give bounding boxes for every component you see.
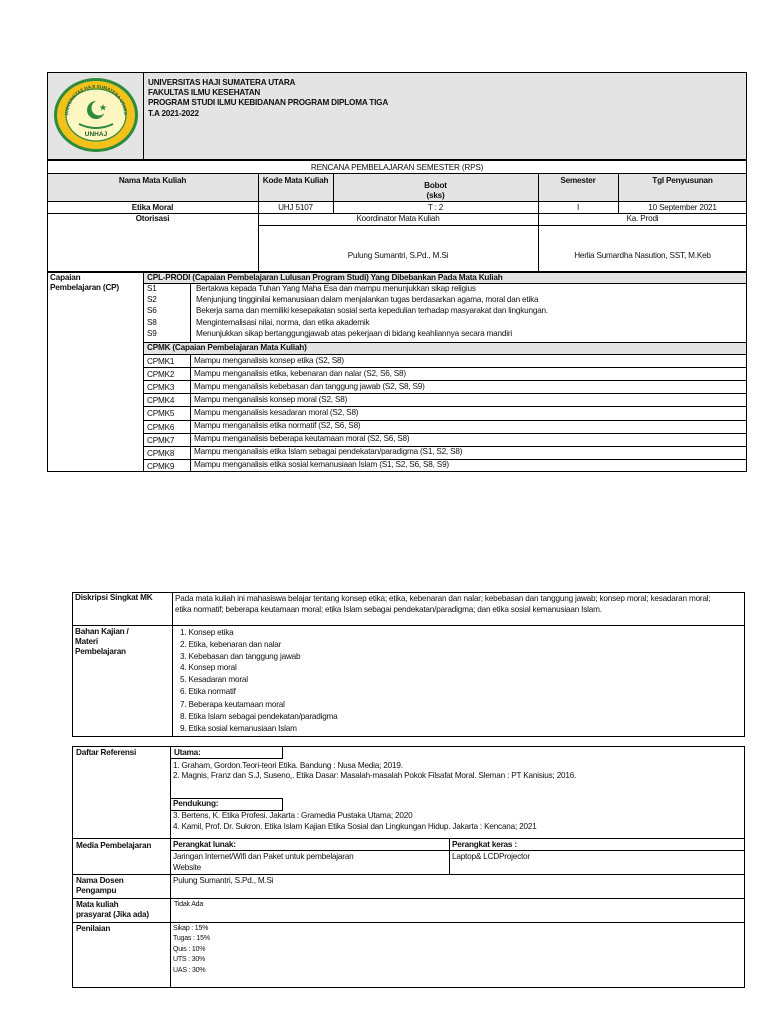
utama-ref: 2. Magnis, Franz dan S.J, Suseno,. Etika Dasar: Masalah-masalah Pokok Filsafat Moral. Sleman : PT Kanisius; 2016. (173, 771, 577, 780)
penilaian-item: UTS : 30% (173, 956, 206, 963)
col-kode-mk: Kode Mata Kuliah (262, 176, 329, 185)
cpl-code: S8 (147, 318, 157, 327)
cpmk-code: CPMK8 (147, 449, 175, 458)
keras-label: Perangkat keras : (452, 840, 517, 849)
cpmk-header: CPMK (Capaian Pembelajaran Mata Kuliah) (147, 343, 307, 352)
cpl-code: S1 (147, 284, 157, 293)
bahan-label-3: Pembelajaran (75, 647, 126, 656)
cpmk-text: Mampu menganalisis etika sosial kemanusiaan Islam (S1, S2, S6, S8, S9) (194, 460, 449, 469)
cpmk-text: Mampu menganalisis etika Islam sebagai pendekatan/paradigma (S1, S2, S8) (194, 447, 463, 456)
cpl-header: CPL-PRODI (Capaian Pembelajaran Lulusan Program Studi) Yang Dibebankan Pada Mata Kuliah (147, 273, 503, 282)
cpmk-text: Mampu menganalisis beberapa keutamaan moral (S2, S6, S8) (194, 434, 410, 443)
cpmk-code: CPMK5 (147, 409, 175, 418)
bahan-item: 5. Kesadaran moral (180, 675, 248, 684)
cpl-text: Menunjukkan sikap bertanggungjawab atas pekerjaan di bidang keahliannya secara mandiri (196, 329, 512, 338)
cpmk-text: Mampu menganalisis konsep etika (S2, S8) (194, 356, 344, 365)
media-label: Media Pembelajaran (76, 841, 152, 850)
cpl-code: S9 (147, 329, 157, 338)
dosen-label-2: Pengampu (76, 886, 117, 895)
lunak-label: Perangkat lunak: (173, 840, 236, 849)
cpmk-text: Mampu menganalisis konsep moral (S2, S8) (194, 395, 348, 404)
cpl-text: Menjunjung tingginilai kemanusiaan dalam menjalankan tugas berdasarkan agama, moral dan etika (196, 295, 539, 304)
cpmk-code: CPMK2 (147, 370, 175, 379)
utama-label: Utama: (174, 748, 201, 757)
cpmk-code: CPMK1 (147, 357, 175, 366)
university-name: UNIVERSITAS HAJI SUMATERA UTARA (148, 78, 296, 87)
pendukung-label: Pendukung: (173, 799, 219, 808)
col-bobot-sub: (sks) (426, 191, 445, 200)
desc-line-2: etika normatif; beberapa keutamaan moral; etika Islam sebagai pendekatan/paradigma; dan etika sosial kemanusiaan Islam. (175, 605, 602, 614)
col-nama-mk: Nama Mata Kuliah (118, 176, 187, 185)
kaprodi-label: Ka. Prodi (626, 214, 659, 223)
bobot-value: T : 2 (427, 203, 444, 212)
penilaian-item: Quis : 10% (173, 946, 206, 953)
cpmk-text: Mampu menganalisis kebebasan dan tanggung jawab (S2, S8, S9) (194, 382, 425, 391)
academic-year: T.A 2021-2022 (148, 109, 199, 118)
faculty-name: FAKULTAS ILMU KESEHATAN (148, 88, 261, 97)
cpmk-code: CPMK7 (147, 436, 175, 445)
cpl-text: Menginternalisasi nilai, norma, dan etika akademik (196, 318, 370, 327)
cpmk-code: CPMK3 (147, 383, 175, 392)
keras-item: Laptop& LCDProjector (452, 852, 530, 861)
dosen-label-1: Nama Dosen (76, 876, 124, 885)
cpl-code: S2 (147, 295, 157, 304)
cpmk-text: Mampu menganalisis etika, kebenaran dan nalar (S2, S6, S8) (194, 369, 406, 378)
kaprodi-name: Herlia Sumardha Nasution, SST, M.Keb (574, 251, 711, 260)
bahan-item: 4. Konsep moral (180, 663, 237, 672)
cpmk-text: Mampu menganalisis etika normatif (S2, S6, S8) (194, 421, 361, 430)
penilaian-item: Tugas : 15% (173, 935, 210, 942)
pendukung-ref: 4. Kamil, Prof. Dr. Sukron. Etika Islam Kajian Etika Sosial dan Lingkungan Hidup. Jakarta : Kencana; 2021 (173, 822, 537, 831)
koordinator-name: Pulung Sumantri, S.Pd., M.Si (347, 251, 449, 260)
mk-value: Etika Moral (131, 203, 174, 212)
desc-line-1: Pada mata kuliah ini mahasiswa belajar tentang konsep etika; etika, kebenaran dan nalar; kebebasan dan tanggung jawab; konsep moral; kesadaran moral; (175, 594, 711, 603)
cp-label-1: Capaian (50, 273, 81, 282)
bahan-label-2: Materi (75, 637, 98, 646)
cpmk-code: CPMK9 (147, 462, 175, 471)
cpmk-code: CPMK4 (147, 396, 175, 405)
bahan-item: 2. Etika, kebenaran dan nalar (180, 640, 282, 649)
prasyarat-label-1: Mata kuliah (76, 900, 119, 909)
penilaian-item: UAS : 30% (173, 967, 206, 974)
bahan-item: 3. Kebebasan dan tanggung jawab (180, 652, 301, 661)
otorisasi-label: Otorisasi (135, 214, 170, 223)
cpl-code: S6 (147, 306, 157, 315)
desc-label: Diskripsi Singkat MK (75, 593, 153, 602)
pendukung-ref: 3. Bertens, K. Etika Profesi. Jakarta : Gramedia Pustaka Utama; 2020 (173, 811, 413, 820)
kode-value: UHJ 5107 (278, 203, 313, 212)
university-logo (51, 74, 141, 154)
svg-text:UNIVERSITAS HAJI SUMATERA UTAR: UNIVERSITAS HAJI SUMATERA UTARA (63, 83, 129, 116)
koordinator-label: Koordinator Mata Kuliah (356, 214, 440, 223)
prasyarat-label-2: prasyarat (Jika ada) (76, 910, 149, 919)
prasyarat-value: Tidak Ada (174, 901, 204, 908)
bahan-item: 8. Etika Islam sebagai pendekatan/paradigma (180, 712, 338, 721)
cp-label-2: Pembelajaran (CP) (50, 283, 119, 292)
cpmk-text: Mampu menganalisis kesadaran moral (S2, S8) (194, 408, 359, 417)
bahan-item: 9. Etika sosial kemanusiaan Islam (180, 724, 297, 733)
bahan-item: 7. Beberapa keutamaan moral (180, 700, 285, 709)
dosen-value: Pulung Sumantri, S.Pd., M.Si (173, 876, 274, 885)
utama-ref: 1. Graham, Gordon.Teori-teori Etika. Bandung : Nusa Media; 2019. (173, 761, 403, 770)
col-semester: Semester (560, 176, 596, 185)
penilaian-item: Sikap : 15% (173, 925, 209, 932)
cpmk-code: CPMK6 (147, 423, 175, 432)
svg-text:UNHAJ: UNHAJ (84, 131, 108, 138)
bahan-item: 6. Etika normatif (180, 687, 236, 696)
cpl-text: Bertakwa kepada Tuhan Yang Maha Esa dan mampu menunjukkan sikap religius (196, 284, 476, 293)
program-name: PROGRAM STUDI ILMU KEBIDANAN PROGRAM DIPLOMA TIGA (148, 98, 389, 107)
col-bobot: Bobot (424, 181, 447, 190)
penilaian-label: Penilaian (76, 924, 111, 933)
col-tgl: Tgl Penyusunan (652, 176, 713, 185)
bahan-item: 1. Konsep etika (180, 628, 234, 637)
rps-title: RENCANA PEMBELAJARAN SEMESTER (RPS) (310, 163, 484, 172)
lunak-item: Jaringan Internet/Wifi dan Paket untuk pembelajaran (173, 852, 354, 861)
ref-label: Daftar Referensi (76, 748, 137, 757)
cpl-text: Bekerja sama dan memiliki kesepakatan sosial serta kepedulian terhadap masyarakat dan lingkungan. (196, 306, 548, 315)
lunak-item: Website (173, 863, 202, 872)
tgl-value: 10 September 2021 (648, 203, 717, 212)
semester-value: I (576, 203, 580, 212)
bahan-label-1: Bahan Kajian / (75, 627, 129, 636)
